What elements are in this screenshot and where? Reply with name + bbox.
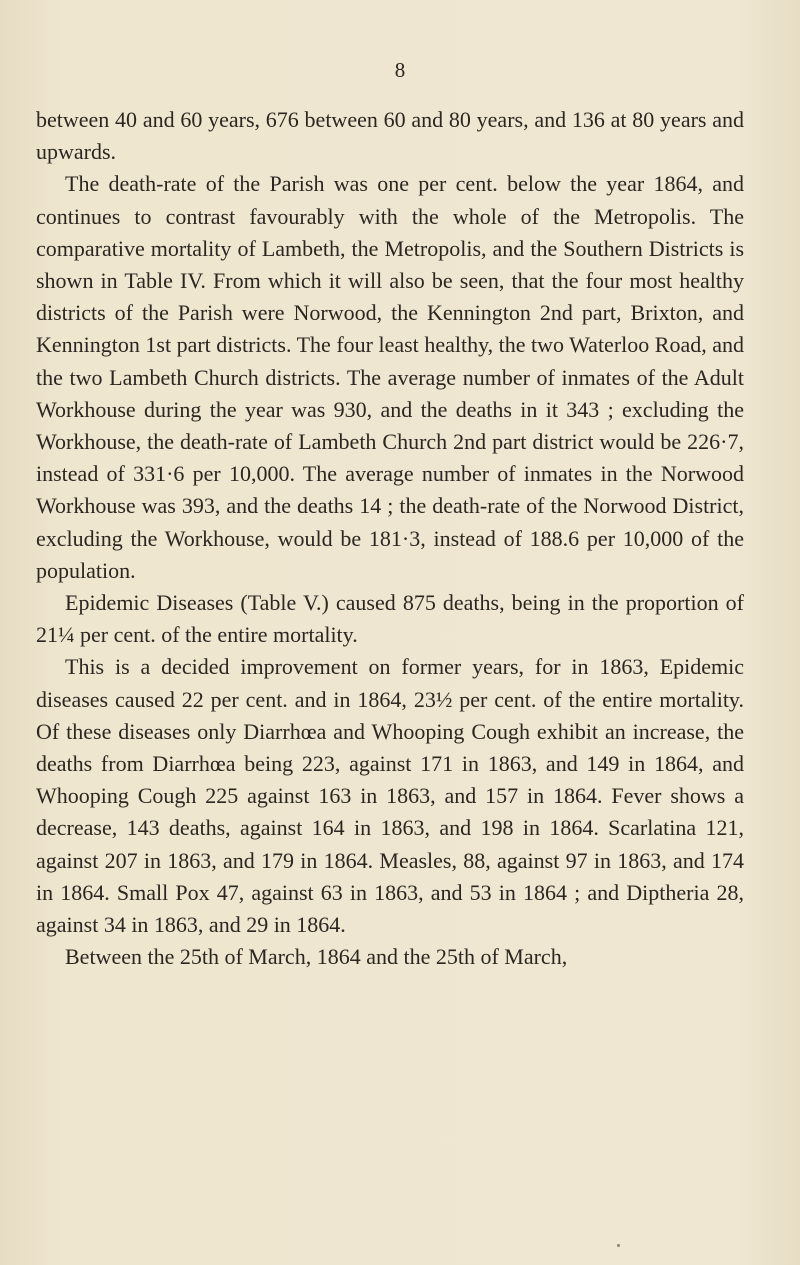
paragraph-death-rate: The death-rate of the Parish was one per cent. below the year 1864, and continues to contrast favourably with the whole of the Metropolis. The comparative mortality of Lambeth, the Metropolis, and the Southern Districts is shown in Table IV. From which it will also be seen, that the four most healthy districts of the Parish were Norwood, the Kennington 2nd part, Brixton, and Kennington 1st part districts. The four least healthy, the two Waterloo Road, and the two Lambeth Church districts. The average number of inmates of the Adult Workhouse during the year was 930, and the deaths in it 343 ; excluding the Workhouse, the death-rate of Lambeth Church 2nd part district would be 226·7, instead of 331·6 per 10,000. The average number of inmates in the Norwood Workhouse was 393, and the deaths 14 ; the death-rate of the Norwood District, excluding the Workhouse, would be 181·3, instead of 188.6 per 10,000 of the population. [36, 171, 744, 583]
paragraph-between-march: Between the 25th of March, 1864 and the 25th of March, [65, 944, 568, 970]
paragraph-continuation: between 40 and 60 years, 676 between 60 and 80 years, and 136 at 80 years and upwards. [36, 107, 744, 165]
body-text [36, 104, 744, 973]
page-number: 8 [394, 58, 406, 82]
paragraph-epidemic-diseases: Epidemic Diseases (Table V.) caused 875 deaths, being in the proportion of 21¼ per cent. of the entire mortality. [36, 590, 744, 648]
paragraph-improvement: This is a decided improvement on former years, for in 1863, Epidemic diseases caused 22 per cent. and in 1864, 23½ per cent. of the entire mortality. Of these diseases only Diarrhœa and Whooping Cough exhibit an increase, the deaths from Diarrhœa being 223, against 171 in 1863, and 149 in 1864, and Whooping Cough 225 against 163 in 1863, and 157 in 1864. Fever shows a decrease, 143 deaths, against 164 in 1863, and 198 in 1864. Scarlatina 121, against 207 in 1863, and 179 in 1864. Measles, 88, against 97 in 1863, and 174 in 1864. Small Pox 47, against 63 in 1863, and 53 in 1864 ; and Diptheria 28, against 34 in 1863, and 29 in 1864. [36, 654, 744, 938]
page-speck [617, 1244, 620, 1247]
